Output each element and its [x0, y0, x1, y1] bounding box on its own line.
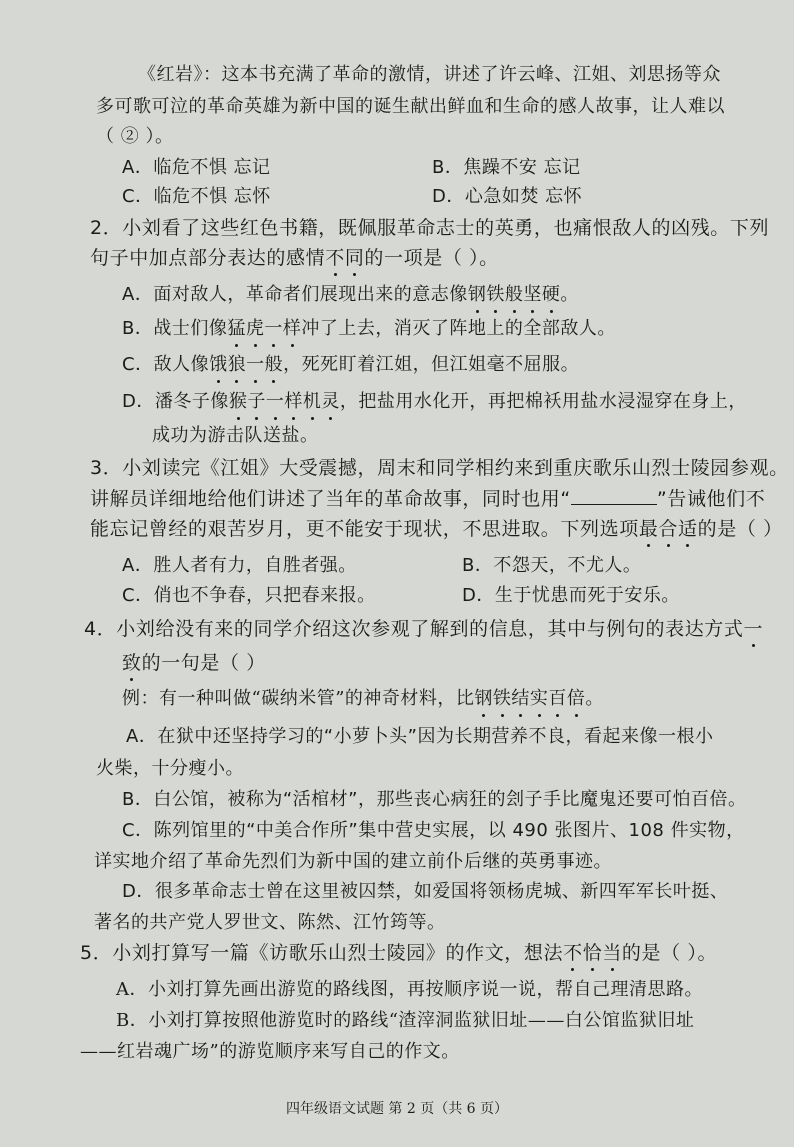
text-segment: A．面对敌人，革命者们展现出来的意志像 — [122, 284, 468, 305]
emphasis-dot-char: 钢 — [474, 686, 493, 712]
emphasis-dot-char: 狼 — [228, 352, 247, 378]
q3-option-b[interactable]: B．不怨天，不尤人。 — [462, 555, 642, 576]
q4-stem-line2 — [122, 650, 266, 676]
text-segment: B．战士们像 — [122, 318, 228, 339]
q1-passage-line2: 多可歌可泣的革命英雄为新中国的诞生献出鲜血和生命的感人故事，让人难以 — [96, 96, 725, 117]
emphasis-dot-char: 猛 — [227, 316, 246, 342]
text-segment: D．潘冬子像 — [122, 391, 229, 412]
q1-option-c[interactable]: C．临危不惧 忘怀 — [122, 186, 271, 207]
fill-blank[interactable] — [571, 486, 657, 505]
q4-option-d-line2: 著名的共产党人罗世文、陈然、江竹筠等。 — [94, 912, 446, 933]
emphasis-dot-char: 子 — [247, 389, 266, 415]
q5-option-b-line2: ——红岩魂广场”的游览顺序来写自己的作文。 — [80, 1041, 460, 1062]
emphasis-dot-char: 钢 — [468, 282, 487, 308]
text-segment: 。 — [560, 284, 579, 305]
emphasis-dot-char: 结 — [511, 686, 530, 712]
q4-stem-line1 — [84, 616, 763, 642]
text-segment: 4．小刘给没有来的同学介绍这次参观了解到的信息，其中与例句的表达方式 — [84, 618, 744, 640]
emphasis-dot-char: 适 — [678, 518, 698, 540]
text-segment: 句子中加点部分表达的感情 — [90, 247, 326, 269]
emphasis-dot-char: 恰 — [582, 942, 603, 964]
q3-stem-line2 — [90, 486, 765, 512]
q1-option-b[interactable]: B．焦躁不安 忘记 — [432, 157, 581, 178]
q4-option-c-line2: 详实地介绍了革命先烈们为新中国的建立前仆后继的英勇事迹。 — [94, 851, 612, 872]
emphasis-dot-char: 般 — [505, 282, 524, 308]
q1-passage-line1: 《红岩》：这本书充满了革命的激情，讲述了许云峰、江姐、刘思扬等众 — [138, 64, 721, 85]
q2-stem-line1: 2．小刘看了这些红色书籍，既佩服革命志士的英勇，也痛恨敌人的凶残。下列 — [90, 217, 770, 239]
text-segment: 的一项是（ ）。 — [364, 247, 499, 269]
text-segment: 的一句是（ ） — [141, 652, 266, 674]
text-segment: 冲了上去，消灭了阵地上的全部敌人。 — [301, 318, 616, 339]
q4-option-c[interactable]: C．陈列馆里的“中美合作所”集中营史实展，以 490 张图片、108 件实物， — [122, 820, 745, 841]
q3-stem-line1: 3．小刘读完《江姐》大受震撼，周末和同学相约来到重庆歌乐山烈士陵园参观。 — [90, 457, 789, 479]
emphasis-dot-char: 不 — [325, 247, 345, 269]
q1-option-d[interactable]: D．心急如焚 忘怀 — [432, 186, 583, 207]
emphasis-dot-char: 样 — [284, 389, 303, 415]
emphasis-dot-char: 机 — [303, 389, 322, 415]
emphasis-dot-char: 一 — [266, 389, 285, 415]
emphasis-dot-char: 当 — [602, 942, 622, 964]
text-segment: 。 — [585, 688, 604, 709]
text-segment: 能忘记曾经的艰苦岁月，更不能安于现状，不思进取。下列选项 — [90, 518, 639, 540]
emphasis-dot-char: 致 — [122, 652, 142, 674]
q5-stem — [80, 940, 717, 966]
emphasis-dot-char: 一 — [264, 316, 283, 342]
q5-option-a[interactable]: A．小刘打算先画出游览的路线图，再按顺序说一说，帮自己理清思路。 — [116, 979, 703, 1000]
q2-option-d[interactable] — [122, 389, 747, 415]
q4-example — [122, 686, 604, 712]
emphasis-dot-char: 实 — [530, 686, 549, 712]
q2-option-c[interactable] — [122, 352, 579, 378]
emphasis-dot-char: 一 — [246, 352, 265, 378]
q4-option-b[interactable]: B．白公馆，被称为“活棺材”，那些丧心病狂的刽子手比魔鬼还要可怕百倍。 — [122, 789, 747, 810]
emphasis-dot-char: 最 — [638, 518, 659, 540]
emphasis-dot-char: 铁 — [493, 686, 512, 712]
emphasis-dot-char: 般 — [265, 352, 284, 378]
text-segment: 的是（ ） — [697, 518, 783, 540]
q5-option-b[interactable]: B．小刘打算按照他游览时的路线“渣滓洞监狱旧址——白公馆监狱旧址 — [116, 1010, 695, 1031]
emphasis-dot-char: 硬 — [542, 282, 561, 308]
q4-option-a-line2: 火柴，十分瘦小。 — [96, 758, 244, 779]
text-segment: ，把盐用水化开，再把棉袄用盐水浸湿穿在身上， — [339, 391, 747, 412]
text-segment: C．敌人像 — [122, 354, 210, 375]
q2-option-a[interactable] — [122, 282, 579, 308]
emphasis-dot-char: 一 — [743, 618, 764, 640]
emphasis-dot-char: 同 — [344, 247, 365, 269]
text-segment: 的是（ ）。 — [621, 942, 718, 964]
q2-stem-line2 — [90, 245, 499, 271]
q3-option-d[interactable]: D．生于忧患而死于安乐。 — [462, 585, 680, 606]
emphasis-dot-char: 猴 — [229, 389, 248, 415]
q3-option-a[interactable]: A．胜人者有力，自胜者强。 — [122, 555, 357, 576]
text-segment: 5．小刘打算写一篇《访歌乐山烈士陵园》的作文，想法 — [80, 942, 564, 964]
emphasis-dot-char: 铁 — [486, 282, 505, 308]
emphasis-dot-char: 虎 — [246, 316, 265, 342]
q3-stem-line3 — [90, 516, 783, 542]
q2-option-d-line2: 成功为游击队送盐。 — [152, 425, 319, 446]
emphasis-dot-char: 百 — [548, 686, 567, 712]
q4-option-d[interactable]: D．很多革命志士曾在这里被囚禁，如爱国将领杨虎城、新四军军长叶挺、 — [122, 881, 729, 902]
emphasis-dot-char: 倍 — [567, 686, 586, 712]
text-segment: 讲解员详细地给他们讲述了当年的革命故事，同时也用“ — [90, 488, 571, 510]
emphasis-dot-char: 不 — [563, 942, 583, 964]
emphasis-dot-char: 饿 — [209, 352, 228, 378]
emphasis-dot-char: 灵 — [321, 389, 340, 415]
emphasis-dot-char: 合 — [658, 518, 679, 540]
text-segment: ，死死盯着江姐，但江姐毫不屈服。 — [283, 354, 580, 375]
emphasis-dot-char: 样 — [283, 316, 302, 342]
q1-option-a[interactable]: A．临危不惧 忘记 — [122, 157, 271, 178]
page-footer: 四年级语文试题 第 2 页（共 6 页） — [285, 1101, 509, 1117]
text-segment: ”告诫他们不 — [656, 488, 766, 510]
q1-passage-line3: （ ② ）。 — [96, 126, 174, 147]
text-segment: 例：有一种叫做“碳纳米管”的神奇材料，比 — [122, 688, 475, 709]
emphasis-dot-char: 坚 — [523, 282, 542, 308]
q2-option-b[interactable] — [122, 316, 616, 342]
q3-option-c[interactable]: C．俏也不争春，只把春来报。 — [122, 585, 376, 606]
q4-option-a[interactable]: A．在狱中还坚持学习的“小萝卜头”因为长期营养不良，看起来像一根小 — [126, 726, 714, 747]
